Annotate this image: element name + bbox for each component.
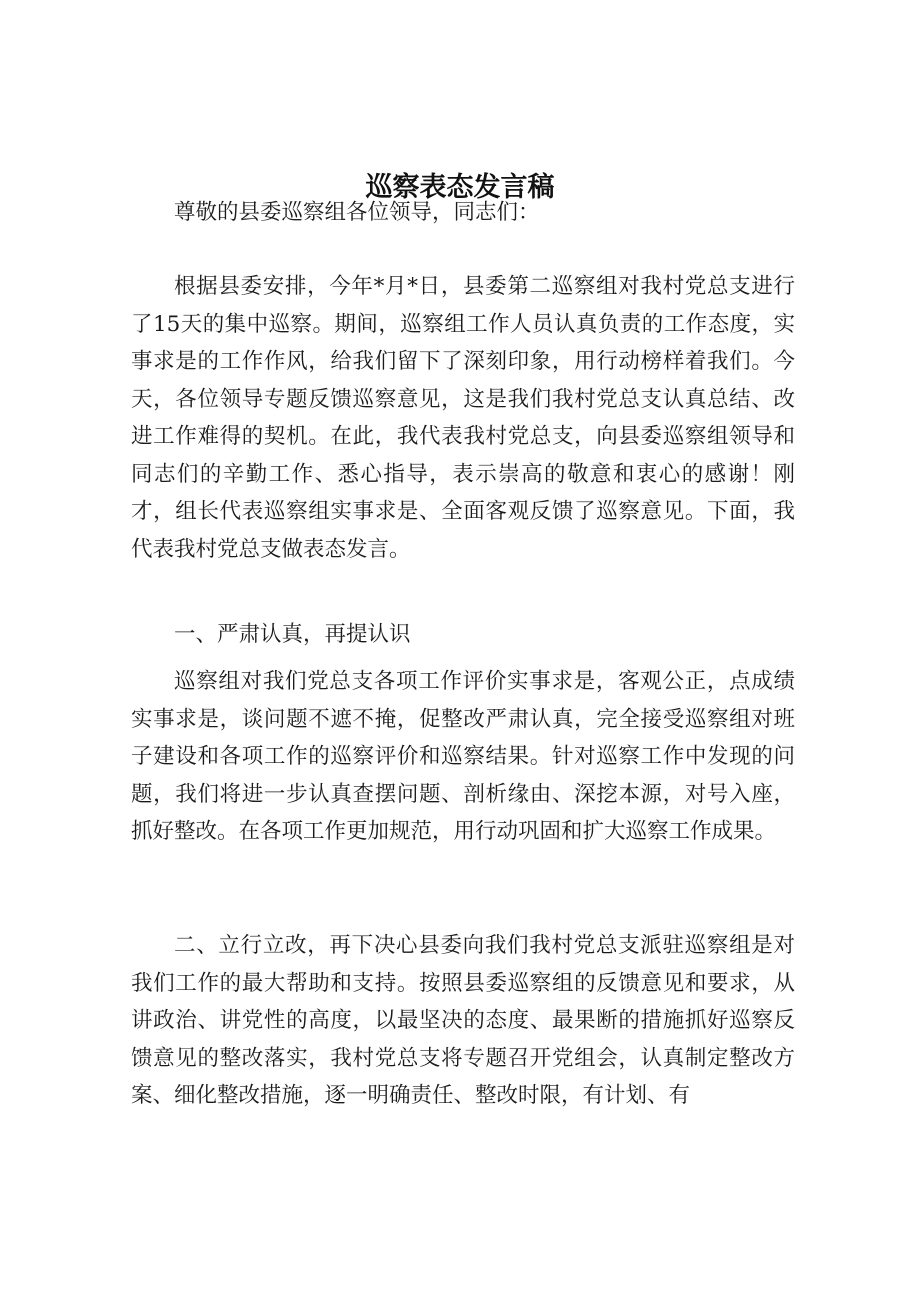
salutation: 尊敬的县委巡察组各位领导，同志们： xyxy=(174,200,540,225)
paragraph-section-2: 二、立行立改，再下决心县委向我们我村党总支派驻巡察组是对我们工作的最大帮助和支持。按照县委巡察组的反馈意见和要求，从讲政治、讲党性的高度，以最坚决的态度、最果断的措施抓好巡察反馈意见的整改落实，我村党总支将专题召开党组会，认真制定整改方案、细化整改措施，逐一明确责任、整改时限，有计划、有 xyxy=(131,933,795,1108)
document-title: 巡察表态发言稿 xyxy=(365,172,555,203)
section-heading-1: 一、严肃认真，再提认识 xyxy=(174,622,411,647)
paragraph-section-1: 巡察组对我们党总支各项工作评价实事求是，客观公正，点成绩实事求是，谈问题不遮不掩，促整改严肃认真，完全接受巡察组对班子建设和各项工作的巡察评价和巡察结果。针对巡察工作中发现的问题，我们将进一步认真查摆问题、剖析缘由、深挖本源，对号入座，抓好整改。在各项工作更加规范，用行动巩固和扩大巡察工作成果。 xyxy=(131,669,795,844)
paragraph-intro: 根据县委安排，今年*月*日，县委第二巡察组对我村党总支进行了15天的集中巡察。期间，巡察组工作人员认真负责的工作态度，实事求是的工作作风，给我们留下了深刻印象，用行动榜样着我们。今天，各位领导专题反馈巡察意见，这是我们我村党总支认真总结、改进工作难得的契机。在此，我代表我村党总支，向县委巡察组领导和同志们的辛勤工作、悉心指导，表示崇高的敬意和衷心的感谢！刚才，组长代表巡察组实事求是、全面客观反馈了巡察意见。下面，我代表我村党总支做表态发言。 xyxy=(131,274,795,562)
